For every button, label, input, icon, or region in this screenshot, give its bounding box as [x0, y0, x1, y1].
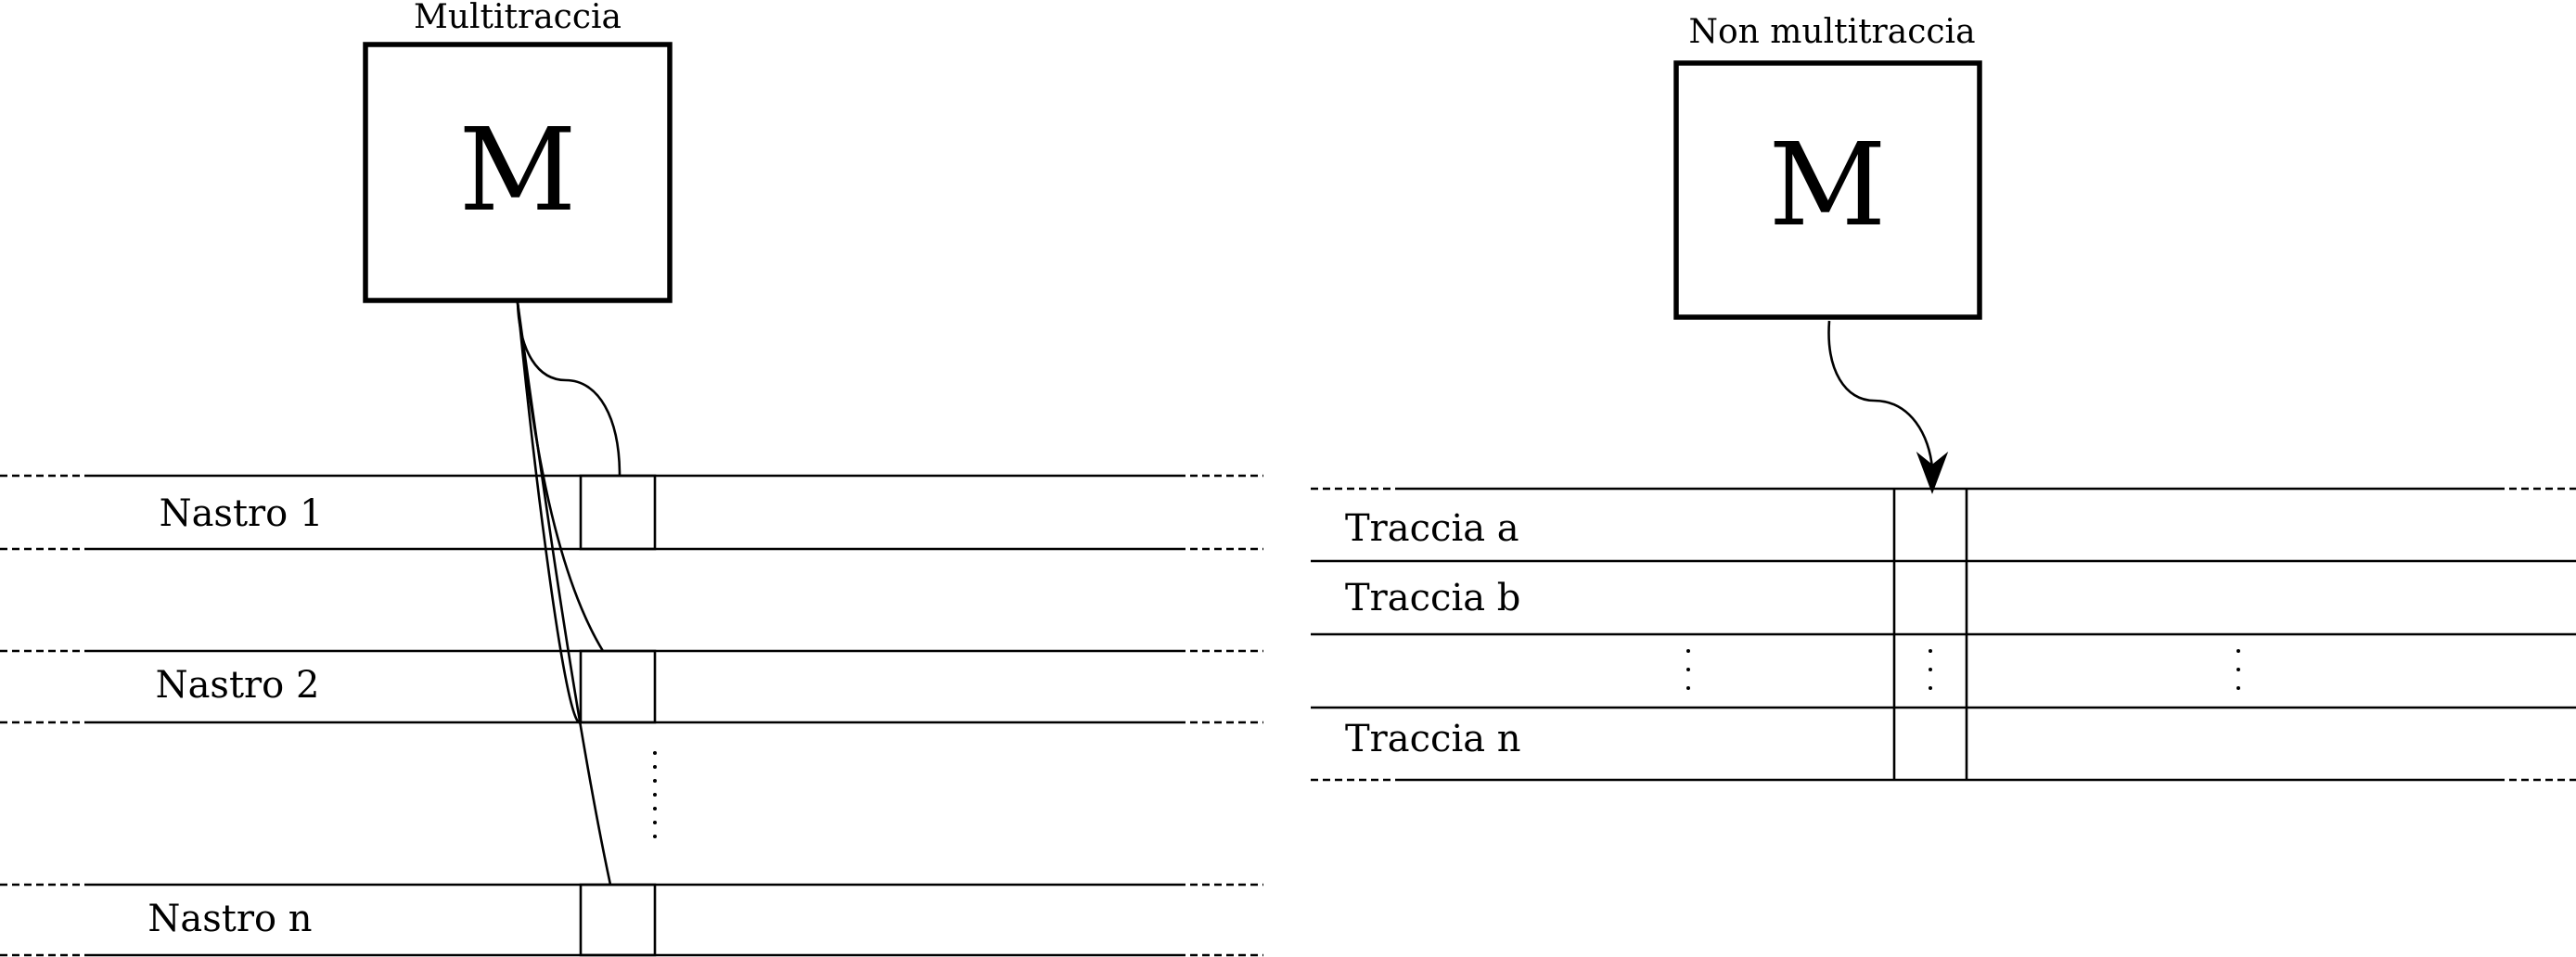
tape-ellipsis	[653, 751, 657, 838]
track-n-label: Traccia n	[1345, 718, 1521, 760]
tape-2-cell	[581, 651, 655, 722]
tape-1-label: Nastro 1	[159, 492, 324, 535]
tape-2	[0, 651, 1263, 722]
multitrack-machine	[0, 0, 1263, 955]
left-head-wires	[518, 302, 620, 885]
multitrack-title: Multitraccia	[414, 0, 622, 36]
tape-n-label: Nastro n	[147, 898, 313, 940]
tape-n-cell	[581, 885, 655, 955]
track-b-label: Traccia b	[1345, 577, 1521, 619]
right-head-arrow	[1829, 321, 1932, 468]
left-head-label: M	[458, 104, 577, 237]
non-multitrack-title: Non multitraccia	[1688, 13, 1976, 51]
track-ellipsis	[1686, 649, 2240, 690]
single-tape-machine	[1311, 13, 2576, 780]
tape-1	[0, 476, 1263, 549]
tape-1-cell	[581, 476, 655, 549]
right-head-label: M	[1768, 119, 1887, 252]
tape-n	[0, 885, 1263, 955]
tape-2-label: Nastro 2	[155, 664, 320, 707]
track-a-label: Traccia a	[1345, 507, 1519, 550]
